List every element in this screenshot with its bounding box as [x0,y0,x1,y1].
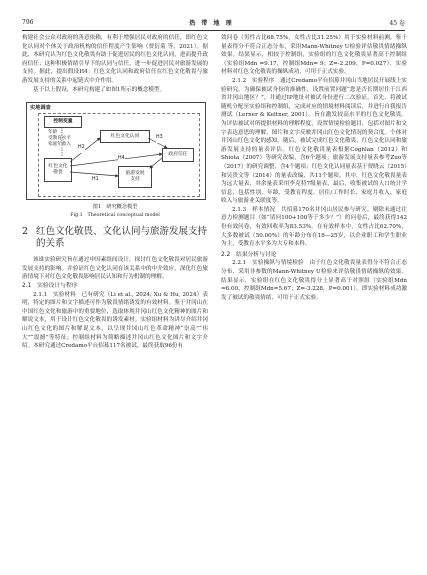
control-item: 受教育水平 [48,136,71,142]
page-number: 796 [22,18,34,26]
control-variable-label: 控制变量 [44,116,82,128]
figure-caption: 图1 研究概念模型 [92,204,138,211]
node-tourism-support: 旅游发展 支持 [118,166,152,188]
figure-caption-en: Fig.1 Theoretical conceptual model [70,212,160,218]
volume-label: 45 卷 [389,19,405,27]
arrow-h4 [70,154,162,166]
subsection-heading: 2.1 实验设计与程序 [22,282,78,289]
hypothesis-label: H1 [92,176,99,185]
header-rule [22,30,405,31]
hypothesis-label: H3 [156,134,163,143]
model-arrows [22,100,208,204]
right-column [221,34,407,302]
paragraph: 构建社会公众对政府的善意依赖，有利于增强居民对政府的信任，即红色文化认同对个体关于政治机构的信任程度产生影响（贾衍菊 等，2021）。据此，本研究认为红色文化敬畏有助于促进居民的红色文化认同，进而提升政府信任；这种积极情绪引导下的认同与信任，进一步促进居民对旅游发展的支持。据此，提出假设H4：红色文化认同和政府信任在红色文化敬畏与旅游发展支持的关系中起链式中介作用。 [22,35,208,84]
paragraph: 该谁实验研究旨在通过申因素组间设计，探讨红色文化敬畏对居民旅游发展支持的影响。并验证红色文化认同在该关系中的中介效应，深化红色旅游情境下对红色文化敬畏影响居民认知和行为机制的理解。 [22,257,208,281]
node-government-trust: 政府信任 [162,148,194,162]
hypothesis-label: H2 [78,144,85,153]
left-column [22,34,208,351]
section-heading [22,226,208,250]
running-header [22,14,405,30]
control-item: 家庭年收入 [48,142,71,148]
arrow-h2 [70,138,100,162]
frame-title: 实地调查 [30,105,51,112]
node-red-culture-awe: 红色文化 敬畏 [44,158,72,182]
subsection-heading: 2.2 结果分析与讨论 [221,251,277,258]
node-red-culture-identity: 红色文化认同 [100,130,150,143]
section-title: 红色文化敬畏、文化认同与旅游发展支持的关系 [36,226,208,250]
section-number: 2 [22,226,29,238]
paragraph: 2.1.3 样本情况 共招募170名井冈山居民参与研究。剔除未通过注意力检测题目（如“请问100+100等于多少？”）的问卷后，最终获得142份有效问卷，有效回收率为83.53%。在有效样本中，女性占比62.70%，大多数被试（50.00%）的年龄分布在18—25岁，以企业职工和学生职业为主，受教育水平多为大专和本科。 [221,206,407,248]
figure-1 [22,100,208,204]
paragraph: 2.1.2 实验程序 通过Credamo平台招募井冈山当地居民开展线上实验研究。为确保被试身份的准确性，设置前置问题“您是否长期居住于江西省井冈山地区？”，并通过IP地址对被试身份进行二次验证。首先，将被试随机分配至实验组和控制组，完成对应的情境材料阅读后，并进行自我报告测试（Lerner & Keltner, 2001）。旨在激发较高水平的红色文化敬畏。为评估被试对所提供材料的理解程度，设置情境检验题目，包括对图片和文字表达意思的理解、图片和文字反映井冈山红色文化情况的契合度。个体对井冈山红色文化的感知。随后，被试完成红色文化敬畏、红色文化认同和旅游发展支持的量表评估。红色文化敬畏量表根据Coghlan（2012）和Shiota（2007）等研究改编，含6个题项；旅游发展支持量表参考Zuo等（2017）的研究调整，含4个题项；红色文化认同量表基于贾晓云（2015）和吴贵文等（2014）的量表改编，共11个题项。其中，红色文化敬畏量表为远大量表，其余量表采用李克特7级量表，最后，收集被试的人口统计学信息，包括性别、年龄、受教育程度、居住/工作时长、家庭月收入、家庭收入与旅游业关联度等。 [221,77,407,205]
journal-title: 热 带 地 理 [189,19,234,27]
paragraph: 2.2.1 实验操纵与情境检验 由于红色文化敬畏量表得分不符合正态分布，采用非参数的Mann-Whitney U检验来评估敬畏情绪操纵的效果。结果显示，实验组在红色文化敬畏得分上显著高于对照组（实验组Mdn =6.00，控制组Mdn=5.67；Z=-3.228，P=0.001）。即实验材料成功激发了被试的敬畏情绪，可用于正式实验。 [221,260,407,301]
arrow-trust-support [150,158,162,168]
paragraph: 2.1.1 实验材料 已有研究（Li et al., 2024; Xu & Hu, 2024）表明，特定的图片和文字描述可作为敬畏情绪诱发的有效材料。鉴于井冈山在中国红色文化和旅游中的重要地位，选取体现井冈山红色文化精神的图片和解说文本，用于设计红色文化敬畏的诱发素材。实验组材料为讲尽介绍井冈山红色文化的图片和解说文本，以呈现井冈山红色革命精神“崇高”“伟大”“震撼”等特征；控制组材料为简略描述井冈山红色文化图片和文字介绍。本研究通过Credamo平台招募117名被试，最终获取96份有 [22,291,208,350]
paragraph: 基于以上假设，本研究构建了如图1所示的概念模型。 [33,86,166,93]
hypothesis-label: H4 [118,155,125,164]
control-item: 年龄 [48,130,58,136]
paragraph: 效问卷（男性占比68.75%，女性占比31.25%）用于实验材料前测。鉴于量表得分不符合正态分布，采用Mann-Whitney U检验评估敬畏情绪操纵效果。结果显示，相较于控制组，实验组的红色文化敬畏显著高于控制组（实验组Mdn =9.17，控制组Mdn= 9；Z=-2.209，P=0.027），实验材料对红色文化敬畏的操纵成功，可用于正式实验。 [221,35,407,76]
